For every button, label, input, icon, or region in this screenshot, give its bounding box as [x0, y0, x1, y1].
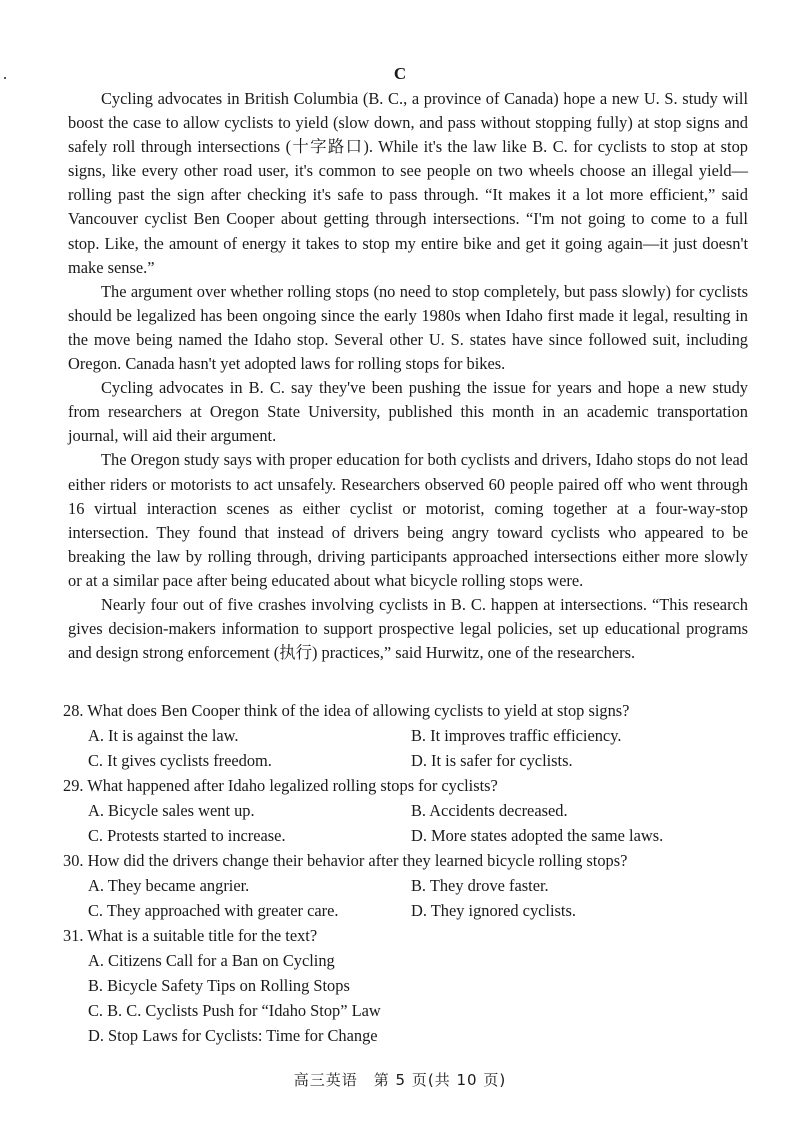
option-grid [63, 798, 753, 848]
option-a: A. Citizens Call for a Ban on Cycling [88, 951, 335, 970]
question-stem: 28. What does Ben Cooper think of the idea of allowing cyclists to yield at stop signs? [63, 701, 630, 720]
passage-paragraph: Cycling advocates in British Columbia (B. C., a province of Canada) hope a new U. S. study will boost the case to allow cyclists to yield (slow down, and pass without stopping fully) at stop signs and safely roll through intersections (十字路口). While it's the law like B. C. for cyclists to stop at stop signs, like every other road user, it's common to see people on two wheels choose an illegal yield—rolling past the sign after checking it's safe to pass through. “It makes it a lot more efficient,” said Vancouver cyclist Ben Cooper about getting through intersections. “I'm not going to come to a full stop. Like, the amount of energy it takes to stop my entire bike and get it going again—it just doesn't make sense.” [68, 89, 748, 277]
section-heading: C [393, 64, 407, 83]
option-c: C. B. C. Cyclists Push for “Idaho Stop” Law [88, 1001, 381, 1020]
option-a: A. They became angrier. [88, 876, 250, 895]
option-d: D. It is safer for cyclists. [411, 751, 573, 770]
option-b: B. They drove faster. [411, 876, 549, 895]
question-stem: 30. How did the drivers change their behavior after they learned bicycle rolling stops? [63, 851, 628, 870]
option-c: C. It gives cyclists freedom. [88, 751, 272, 770]
option-grid [63, 873, 753, 923]
passage-paragraph: The Oregon study says with proper education for both cyclists and drivers, Idaho stops do not lead either riders or motorists to act unsafely. Researchers observed 60 people paired off who went through 16 virtual interaction scenes as either cyclist or motorist, coming together at a four-way-stop intersection. They found that instead of drivers being angry toward cyclists who appeared to be breaking the law by rolling through, driving participants approached intersections either more slowly or at a similar pace after being educated about what bicycle rolling stops were. [68, 450, 748, 590]
option-b: B. Bicycle Safety Tips on Rolling Stops [88, 976, 350, 995]
option-d: D. They ignored cyclists. [411, 901, 576, 920]
option-b: B. It improves traffic efficiency. [411, 726, 622, 745]
question-28 [63, 698, 753, 773]
passage-paragraph: Cycling advocates in B. C. say they've been pushing the issue for years and hope a new study from researchers at Oregon State University, published this month in an academic transportation journal, will aid their argument. [68, 378, 748, 446]
option-grid [63, 723, 753, 773]
option-a: A. It is against the law. [88, 726, 239, 745]
question-stem: 29. What happened after Idaho legalized rolling stops for cyclists? [63, 776, 498, 795]
option-a: A. Bicycle sales went up. [88, 801, 255, 820]
option-c: C. Protests started to increase. [88, 826, 286, 845]
reading-passage [68, 87, 748, 665]
option-d: D. More states adopted the same laws. [411, 826, 664, 845]
option-c: C. They approached with greater care. [88, 901, 339, 920]
question-29 [63, 773, 753, 848]
option-list [63, 948, 753, 1048]
question-stem: 31. What is a suitable title for the text? [63, 926, 318, 945]
question-list [63, 698, 753, 1048]
question-31 [63, 923, 753, 1048]
page-footer: 高三英语 第 5 页(共 10 页) [293, 1071, 507, 1089]
question-30 [63, 848, 753, 923]
option-d: D. Stop Laws for Cyclists: Time for Change [88, 1026, 378, 1045]
passage-paragraph: Nearly four out of five crashes involving cyclists in B. C. happen at intersections. “This research gives decision-makers information to support prospective legal policies, set up educational programs and design strong enforcement (执行) practices,” said Hurwitz, one of the researchers. [68, 594, 748, 663]
option-b: B. Accidents decreased. [411, 801, 568, 820]
passage-paragraph: The argument over whether rolling stops (no need to stop completely, but pass slowly) for cyclists should be legalized has been ongoing since the early 1980s when Idaho first made it legal, resulting in the move being named the Idaho stop. Several other U. S. states have since followed suit, including Oregon. Canada hasn't yet adopted laws for rolling stops for bikes. [68, 281, 748, 374]
